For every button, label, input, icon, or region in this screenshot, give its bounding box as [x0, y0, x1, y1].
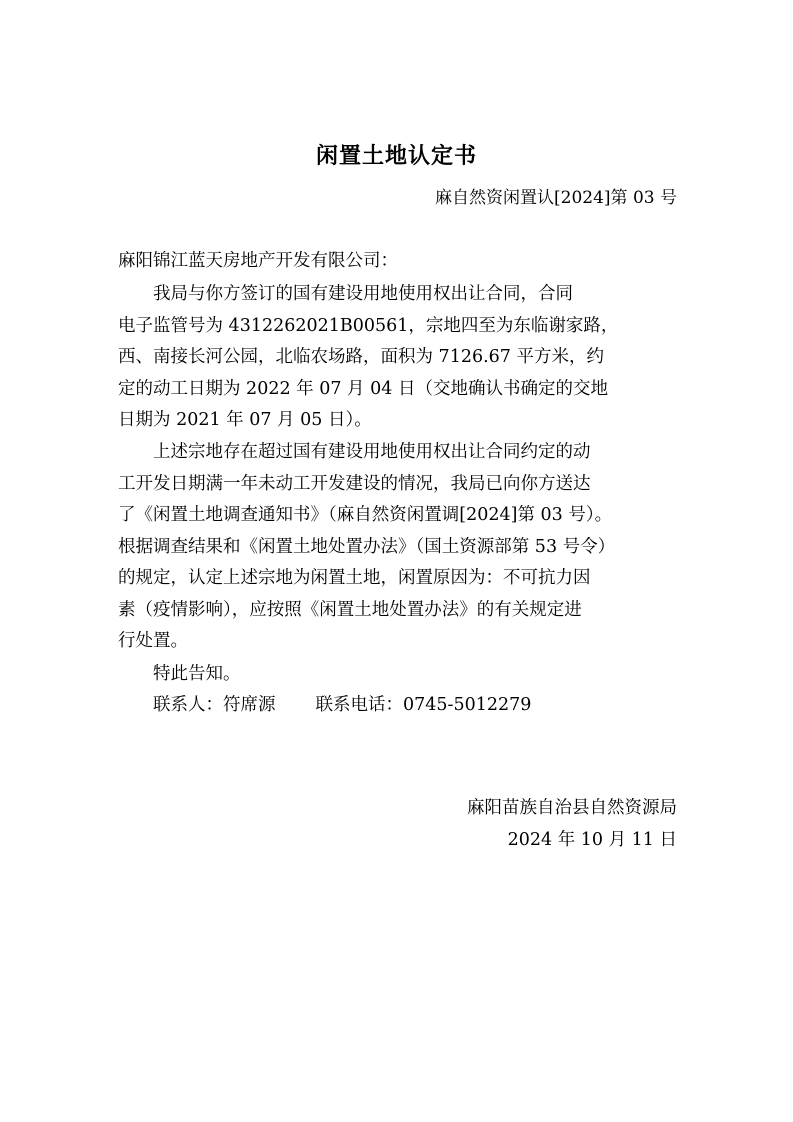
paragraph-2-line: 了《闲置土地调查通知书》（麻自然资闲置调[2024]第 03 号）。 [118, 505, 613, 525]
paragraph-1-line: 定的动工日期为 2022 年 07 月 04 日（交地确认书确定的交地 [118, 378, 608, 399]
signature-block [467, 792, 677, 856]
issue-date: 2024 年 10 月 11 日 [507, 830, 677, 850]
contact-person: 联系人：符席源 [153, 695, 276, 715]
paragraph-2-line: 素（疫情影响），应按照《闲置土地处置办法》的有关规定进 [118, 599, 582, 620]
document-title: 闲置土地认定书 [315, 144, 477, 169]
paragraph-1-line: 日期为 2021 年 07 月 05 日）。 [118, 410, 372, 430]
paragraph-1-line: 西、南接长河公园，北临农场路，面积为 7126.67 平方米，约 [118, 347, 604, 367]
notice-line [118, 659, 678, 691]
document-number: 麻自然资闲置认[2024]第 03 号 [435, 188, 677, 208]
paragraph-1-line: 我局与你方签订的国有建设用地使用权出让合同，合同 [153, 284, 573, 304]
addressee: 麻阳锦江蓝天房地产开发有限公司： [118, 251, 398, 271]
paragraph-1-line: 电子监管号为 4312262021B00561，宗地四至为东临谢家路， [118, 315, 619, 336]
paragraph-2 [118, 437, 678, 658]
contact-line [118, 690, 678, 722]
paragraph-2-line: 根据调查结果和《闲置土地处置办法》（国土资源部第 53 号令） [118, 536, 616, 557]
contact-phone: 联系电话：0745-5012279 [315, 695, 532, 715]
paragraph-1 [118, 279, 678, 437]
paragraph-2-line: 行处置。 [118, 631, 188, 651]
contact-info [118, 690, 678, 722]
paragraph-2-line: 上述宗地存在超过国有建设用地使用权出让合同约定的动 [153, 442, 591, 462]
paragraph-2-line: 工开发日期满一年未动工开发建设的情况，我局已向你方送达 [118, 473, 591, 494]
issuer-name: 麻阳苗族自治县自然资源局 [467, 798, 677, 818]
paragraph-2-line: 的规定，认定上述宗地为闲置土地，闲置原因为：不可抗力因 [118, 568, 591, 588]
notice-text: 特此告知。 [153, 664, 241, 684]
